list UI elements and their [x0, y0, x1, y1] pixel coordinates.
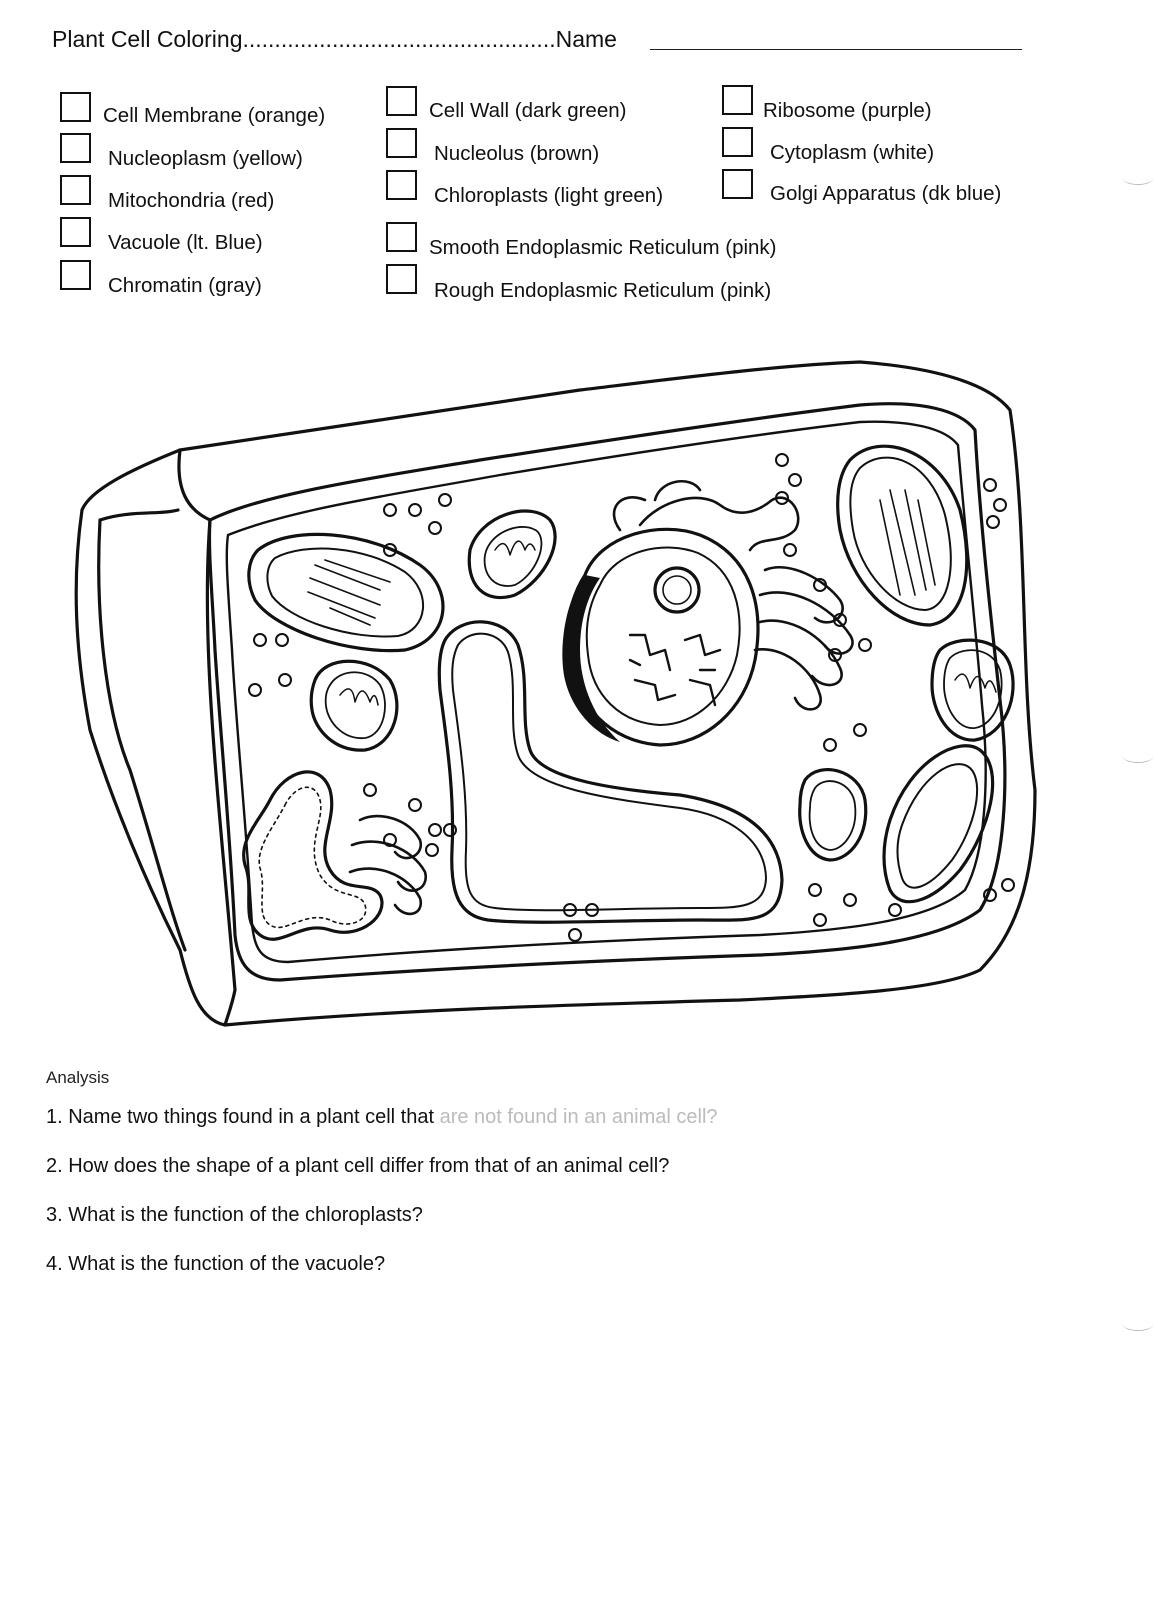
chloroplast-top-right	[838, 446, 967, 625]
binder-hole-mark	[1123, 1318, 1153, 1331]
checkbox-smooth-er[interactable]	[386, 222, 417, 252]
question-text-faded: are not found in an animal cell?	[439, 1106, 718, 1128]
checkbox-golgi[interactable]	[722, 169, 753, 199]
analysis-title: Analysis	[46, 1068, 110, 1087]
mitochondrion-left	[311, 661, 397, 750]
legend-label: Cell Wall (dark green)	[429, 99, 627, 122]
legend-label: Rough Endoplasmic Reticulum (pink)	[434, 279, 772, 302]
checkbox-nucleoplasm[interactable]	[60, 133, 91, 163]
chromatin	[630, 635, 720, 705]
checkbox-vacuole[interactable]	[60, 217, 91, 247]
legend-label: Chromatin (gray)	[108, 274, 262, 297]
analysis-section	[46, 1068, 718, 1302]
title-leader-dots: .................................................	[242, 26, 556, 52]
worksheet-header	[52, 26, 617, 53]
question-2	[46, 1155, 718, 1204]
checkbox-rough-er[interactable]	[386, 264, 417, 294]
cell-wall-front-face	[179, 450, 235, 1025]
checkbox-ribosome[interactable]	[722, 85, 753, 115]
legend-label: Nucleolus (brown)	[434, 142, 600, 165]
binder-hole-mark	[1123, 172, 1153, 185]
checkbox-chromatin[interactable]	[60, 260, 91, 290]
legend-label: Cell Membrane (orange)	[103, 104, 326, 127]
worksheet-title: Plant Cell Coloring	[52, 26, 243, 52]
mitochondrion-bottom-center	[800, 770, 866, 860]
checkbox-chloroplasts[interactable]	[386, 170, 417, 200]
nucleus	[562, 529, 758, 745]
plant-cell-illustration	[60, 350, 1060, 1040]
nuclear-envelope-dark	[562, 575, 620, 742]
legend-label: Nucleoplasm (yellow)	[108, 147, 303, 170]
legend-label: Vacuole (lt. Blue)	[108, 231, 263, 254]
name-label: Name	[555, 26, 617, 52]
chloroplast-bottom-right	[884, 746, 993, 902]
plant-cell-diagram	[60, 350, 1060, 1045]
checkbox-cytoplasm[interactable]	[722, 127, 753, 157]
nucleolus	[655, 568, 699, 612]
checkbox-nucleolus[interactable]	[386, 128, 417, 158]
question-text: 3. What is the function of the chloroplasts?	[46, 1204, 423, 1226]
binder-hole-mark	[1123, 750, 1153, 763]
central-vacuole	[439, 622, 782, 922]
legend-label: Ribosome (purple)	[763, 99, 932, 122]
legend-label: Chloroplasts (light green)	[434, 184, 664, 207]
mitochondrion-top-center	[469, 511, 555, 598]
checkbox-mitochondria[interactable]	[60, 175, 91, 205]
rough-er	[614, 481, 798, 550]
legend-label: Smooth Endoplasmic Reticulum (pink)	[429, 236, 777, 259]
question-1	[46, 1106, 718, 1155]
legend-label: Mitochondria (red)	[108, 189, 275, 212]
question-text: 4. What is the function of the vacuole?	[46, 1253, 386, 1275]
central-vacuole-inner	[452, 634, 766, 911]
cell-wall-left-inner	[99, 510, 185, 950]
cell-membrane	[209, 404, 1004, 980]
checkbox-cell-membrane[interactable]	[60, 92, 91, 122]
chloroplast-top-left	[249, 534, 443, 650]
question-3	[46, 1204, 718, 1253]
name-field-line[interactable]	[650, 49, 1022, 50]
mitochondrion-right	[932, 640, 1013, 740]
checkbox-cell-wall[interactable]	[386, 86, 417, 116]
legend-label: Cytoplasm (white)	[770, 141, 935, 164]
question-4	[46, 1253, 718, 1302]
smooth-er-left	[244, 772, 382, 939]
golgi-apparatus	[755, 567, 853, 709]
question-text: 2. How does the shape of a plant cell differ from that of an animal cell?	[46, 1155, 670, 1177]
legend-label: Golgi Apparatus (dk blue)	[770, 182, 1002, 205]
cell-wall-outer	[76, 362, 1035, 1025]
question-text: 1. Name two things found in a plant cell that	[46, 1106, 440, 1128]
